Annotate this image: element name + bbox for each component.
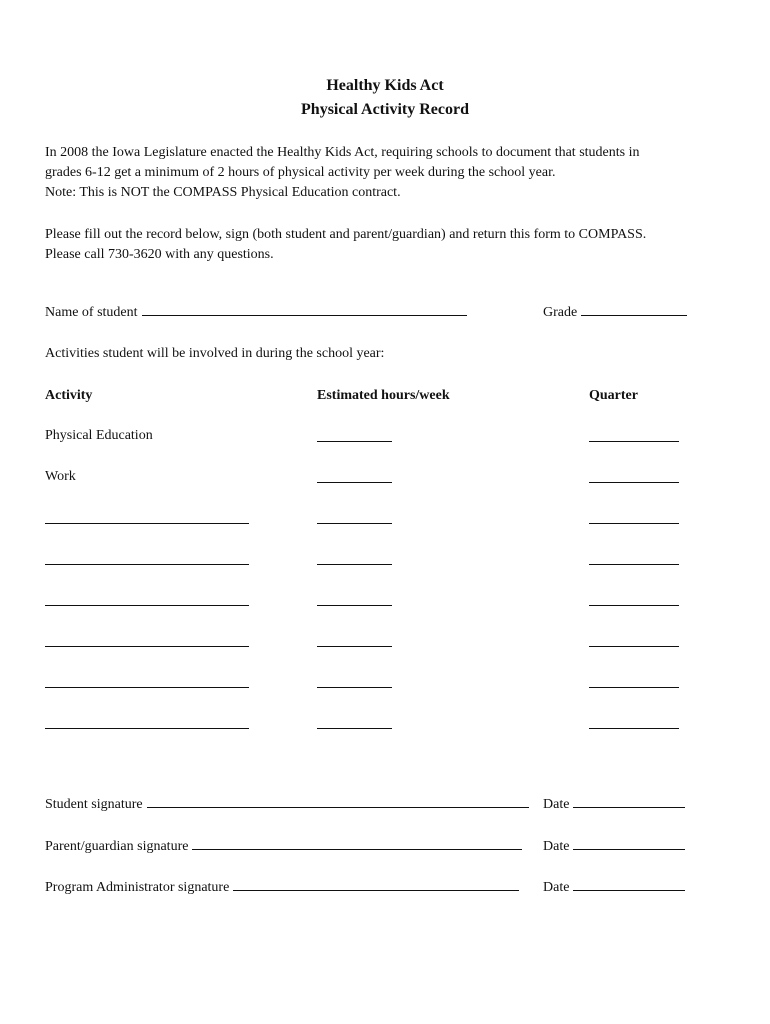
- intro-line-1: In 2008 the Iowa Legislature enacted the Healthy Kids Act, requiring schools to document that students in: [45, 145, 640, 160]
- student-signature-field[interactable]: [147, 807, 529, 808]
- admin-signature-field[interactable]: [233, 890, 519, 891]
- quarter-field-2[interactable]: [589, 482, 679, 483]
- student-signature-label: Student signature: [45, 797, 143, 812]
- student-date-row: [543, 798, 685, 812]
- hours-field-5[interactable]: [317, 605, 392, 606]
- parent-date-row: [543, 840, 685, 854]
- activity-field-7[interactable]: [45, 687, 249, 688]
- grade-field[interactable]: [581, 315, 687, 316]
- student-signature-row: [45, 798, 529, 812]
- quarter-field-3[interactable]: [589, 523, 679, 524]
- col-header-activity: Activity: [45, 388, 93, 403]
- hours-field-7[interactable]: [317, 687, 392, 688]
- quarter-field-8[interactable]: [589, 728, 679, 729]
- quarter-field-6[interactable]: [589, 646, 679, 647]
- admin-date-field[interactable]: [573, 890, 685, 891]
- hours-field-4[interactable]: [317, 564, 392, 565]
- admin-signature-row: [45, 881, 519, 895]
- form-subtitle: Physical Activity Record: [301, 101, 469, 118]
- hours-field-3[interactable]: [317, 523, 392, 524]
- quarter-field-1[interactable]: [589, 441, 679, 442]
- grade-row: [543, 306, 687, 320]
- activity-field-5[interactable]: [45, 605, 249, 606]
- quarter-field-7[interactable]: [589, 687, 679, 688]
- admin-signature-label: Program Administrator signature: [45, 880, 230, 895]
- activity-field-4[interactable]: [45, 564, 249, 565]
- parent-signature-label: Parent/guardian signature: [45, 839, 189, 854]
- intro-note: Note: This is NOT the COMPASS Physical Education contract.: [45, 185, 401, 200]
- instructions-line-2: Please call 730-3620 with any questions.: [45, 247, 274, 262]
- parent-date-label: Date: [543, 839, 570, 854]
- activities-intro: Activities student will be involved in during the school year:: [45, 346, 385, 361]
- quarter-field-5[interactable]: [589, 605, 679, 606]
- col-header-hours: Estimated hours/week: [317, 388, 450, 403]
- activity-work: Work: [45, 469, 76, 484]
- activity-field-3[interactable]: [45, 523, 249, 524]
- student-date-label: Date: [543, 797, 570, 812]
- admin-date-label: Date: [543, 880, 570, 895]
- grade-label: Grade: [543, 305, 578, 320]
- instructions-line-1: Please fill out the record below, sign (both student and parent/guardian) and return this form to COMPASS.: [45, 227, 647, 242]
- parent-signature-row: [45, 840, 522, 854]
- parent-date-field[interactable]: [573, 849, 685, 850]
- student-name-field[interactable]: [142, 315, 467, 316]
- hours-field-6[interactable]: [317, 646, 392, 647]
- form-title: Healthy Kids Act: [326, 77, 444, 94]
- student-name-label: Name of student: [45, 305, 138, 320]
- quarter-field-4[interactable]: [589, 564, 679, 565]
- student-name-row: [45, 306, 467, 320]
- col-header-quarter: Quarter: [589, 388, 638, 403]
- hours-field-2[interactable]: [317, 482, 392, 483]
- activity-field-8[interactable]: [45, 728, 249, 729]
- hours-field-8[interactable]: [317, 728, 392, 729]
- hours-field-1[interactable]: [317, 441, 392, 442]
- parent-signature-field[interactable]: [192, 849, 522, 850]
- intro-line-2: grades 6-12 get a minimum of 2 hours of physical activity per week during the school year.: [45, 165, 556, 180]
- student-date-field[interactable]: [573, 807, 685, 808]
- activity-field-6[interactable]: [45, 646, 249, 647]
- admin-date-row: [543, 881, 685, 895]
- activity-physical-education: Physical Education: [45, 428, 153, 443]
